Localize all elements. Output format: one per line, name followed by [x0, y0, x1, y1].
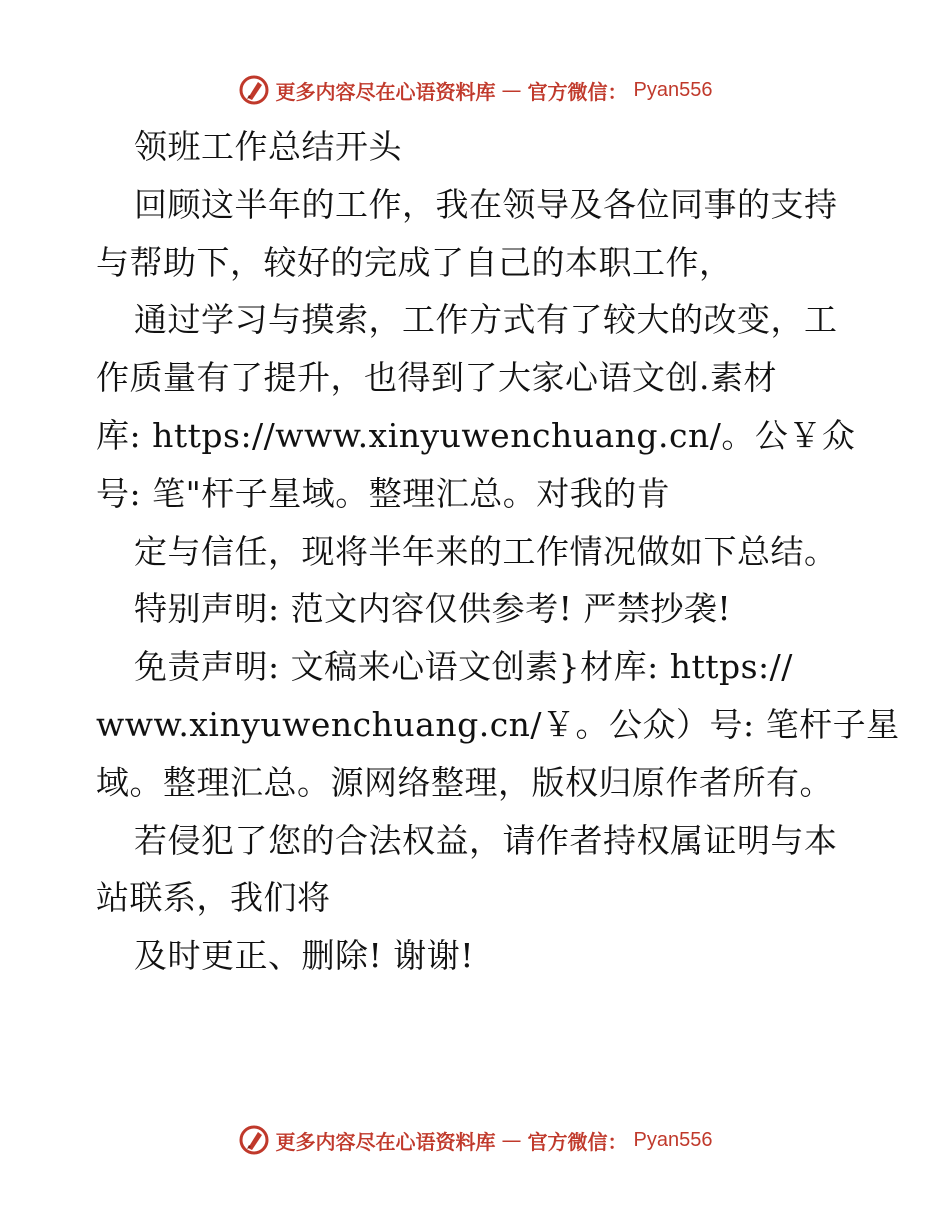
- header-banner: [0, 70, 950, 110]
- disclaimer-line: www.xinyuwenchuang.cn/￥。公众）号: 笔杆子星: [96, 704, 900, 744]
- banner-title: 更多内容尽在心语资料库: [275, 1129, 496, 1154]
- paragraph-line: 通过学习与摸索，工作方式有了较大的改变，工: [134, 300, 838, 340]
- disclaimer-line: 及时更正、删除! 谢谢!: [134, 936, 475, 976]
- banner-official-label: 官方微信：: [527, 1129, 628, 1154]
- paragraph-line: 与帮助下，较好的完成了自己的本职工作，: [96, 242, 733, 282]
- special-notice-line: 特别声明: 范文内容仅供参考! 严禁抄袭!: [134, 589, 732, 629]
- paragraph-line: 库: https://www.xinyuwenchuang.cn/。公￥众: [96, 415, 856, 455]
- paragraph-line: 回顾这半年的工作，我在领导及各位同事的支持: [134, 184, 838, 224]
- banner-title: 更多内容尽在心语资料库: [275, 79, 496, 104]
- banner-dash: —: [501, 78, 522, 102]
- pen-logo-icon: [238, 1124, 270, 1156]
- footer-banner: [0, 1120, 950, 1160]
- paragraph-line: 作质量有了提升，也得到了大家心语文创.素材: [96, 358, 777, 398]
- disclaimer-line: 若侵犯了您的合法权益，请作者持权属证明与本: [134, 820, 838, 860]
- banner-official-label: 官方微信：: [527, 79, 628, 104]
- paragraph-line: 定与信任，现将半年来的工作情况做如下总结。: [134, 531, 838, 571]
- document-title: 领班工作总结开头: [134, 127, 402, 166]
- document-body: [96, 118, 900, 985]
- paragraph-line: 号: 笔"杆子星域。整理汇总。对我的肯: [96, 473, 671, 513]
- banner-wechat-id: Pyan556: [633, 78, 713, 101]
- banner-dash: —: [501, 1128, 522, 1152]
- banner-wechat-id: Pyan556: [633, 1128, 713, 1151]
- pen-logo-icon: [238, 74, 270, 106]
- disclaimer-line: 域。整理汇总。源网络整理，版权归原作者所有。: [96, 762, 833, 802]
- disclaimer-line: 免责声明: 文稿来心语文创素}材库: https://: [134, 647, 793, 687]
- disclaimer-line: 站联系，我们将: [96, 878, 331, 918]
